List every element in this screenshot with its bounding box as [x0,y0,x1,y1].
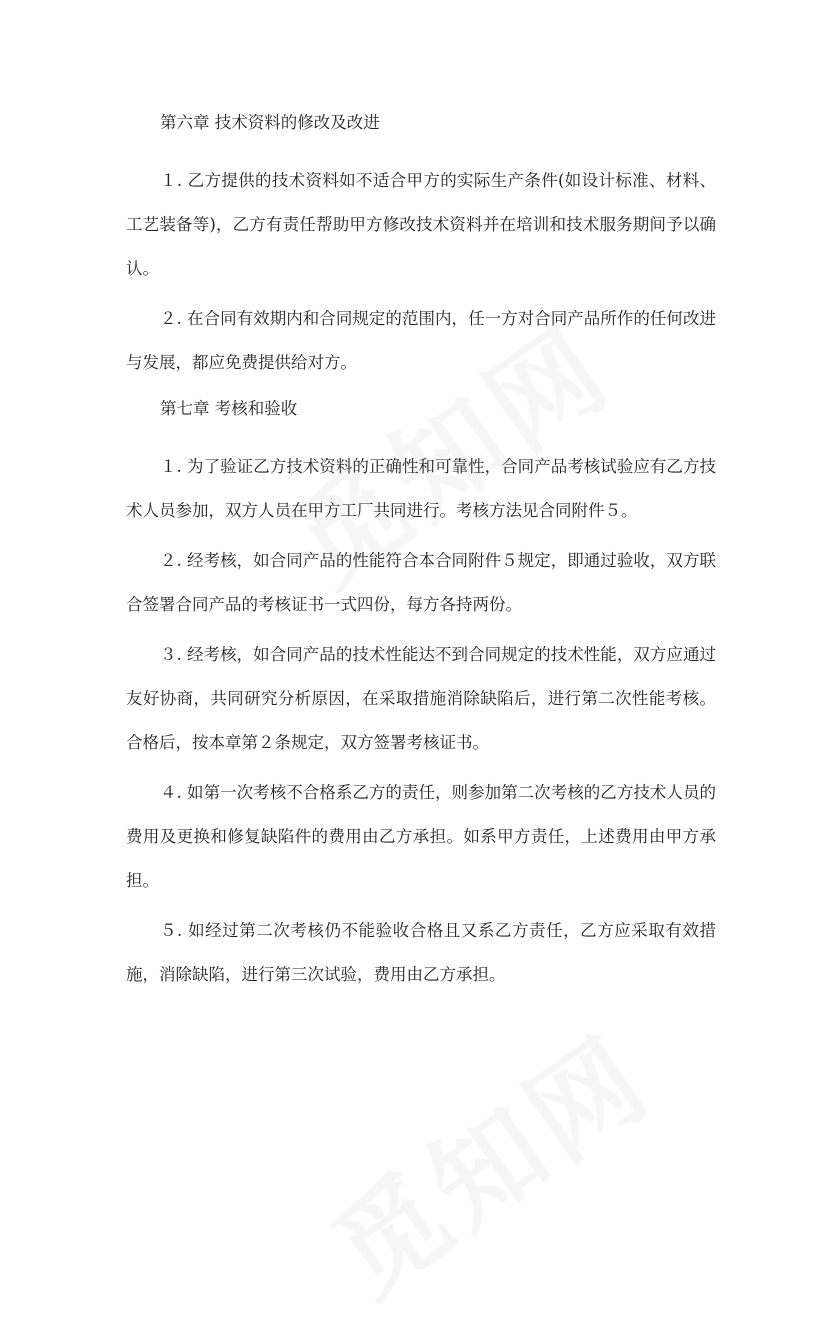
chapter-7-item-5: ５. 如经过第二次考核仍不能验收合格且又系乙方责任，乙方应采取有效措施，消除缺陷，进行第三次试验，费用由乙方承担。 [126,921,716,984]
watermark [297,993,678,1325]
chapter-7-item-3: ３. 经考核，如合同产品的技术性能达不到合同规定的技术性能，双方应通过友好协商，共同研究分析原因，在采取措施消除缺陷后，进行第二次性能考核。合格后，按本章第２条规定，双方签署考核证书。 [126,645,716,752]
chapter-7-item-2: ２. 经考核，如合同产品的性能符合本合同附件５规定，即通过验收，双方联合签署合同产品的考核证书一式四份，每方各持两份。 [126,551,716,614]
chapter-6-item-1: １. 乙方提供的技术资料如不适合甲方的实际生产条件(如设计标准、材料、工艺装备等)，乙方有责任帮助甲方修改技术资料并在培训和技术服务期间予以确认。 [126,171,716,278]
chapter-7-item-4: ４. 如第一次考核不合格系乙方的责任，则参加第二次考核的乙方技术人员的费用及更换和修复缺陷件的费用由乙方承担。如系甲方责任，上述费用由甲方承担。 [126,783,716,890]
chapter-6-item-2: ２. 在合同有效期内和合同规定的范围内，任一方对合同产品所作的任何改进与发展，都应免费提供给对方。 [126,309,716,372]
chapter-6-title: 第六章 技术资料的修改及改进 [160,113,380,132]
chapter-7-title: 第七章 考核和验收 [160,399,298,418]
chapter-7-item-1: １. 为了验证乙方技术资料的正确性和可靠性，合同产品考核试验应有乙方技术人员参加，双方人员在甲方工厂共同进行。考核方法见合同附件５。 [126,457,716,520]
document-body [126,105,716,1003]
